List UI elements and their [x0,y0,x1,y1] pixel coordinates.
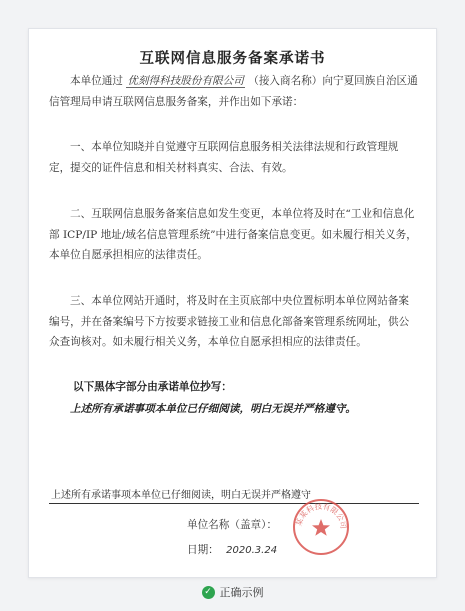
clause-1: 一、本单位知晓并自觉遵守互联网信息服务相关法律法规和行政管理规定，提交的证件信息和相关材料真实、合法、有效。 [49,141,399,174]
clause-3: 三、本单位网站开通时，将及时在主页底部中央位置标明本单位网站备案编号，并在备案编号下方按要求链接工业和信息化部备案管理系统网址，供公众查询核对。如未履行相关义务，本单位自愿承担相应的法律责任。 [49,295,410,348]
signature-label: 单位名称（盖章）： [187,519,278,531]
copy-underline [49,503,419,504]
company-seal [291,497,351,557]
bold-statement: 上述所有承诺事项本单位已仔细阅读，明白无误并严格遵守。 [70,403,357,415]
date-value: 2020.3.24 [226,545,278,556]
seal-text: 某某科技有限公司 [294,501,349,530]
intro-paragraph [49,71,419,112]
provider-name: 优刻得科技股份有限公司 [127,75,244,87]
intro-prefix: 本单位通过 [70,75,123,87]
clause-2: 二、互联网信息服务备案信息如发生变更，本单位将及时在“工业和信息化部 ICP/IP 地址/域名信息管理系统”中进行备案信息变更。如未履行相关义务，本单位自愿承担相应的法律责任。 [49,208,417,261]
commitment-letter [28,28,437,578]
check-circle-icon: ✓ [202,586,215,599]
example-caption [0,584,465,600]
copy-instruction: 以下黑体字部分由承诺单位抄写： [73,381,232,393]
intro-suffix: 向宁夏回族自治区通信管理局申请互联网信息服务备案，并作出如下承诺： [49,75,418,108]
document-title: 互联网信息服务备案承诺书 [139,51,326,67]
date-row [187,542,277,557]
example-label: 正确示例 [219,586,264,599]
provider-note: （接入商名称） [248,75,323,87]
date-label: 日期： [187,544,219,556]
handwritten-copy: 上述所有承诺事项本单位已仔细阅读，明白无误并严格遵守 [51,490,311,501]
